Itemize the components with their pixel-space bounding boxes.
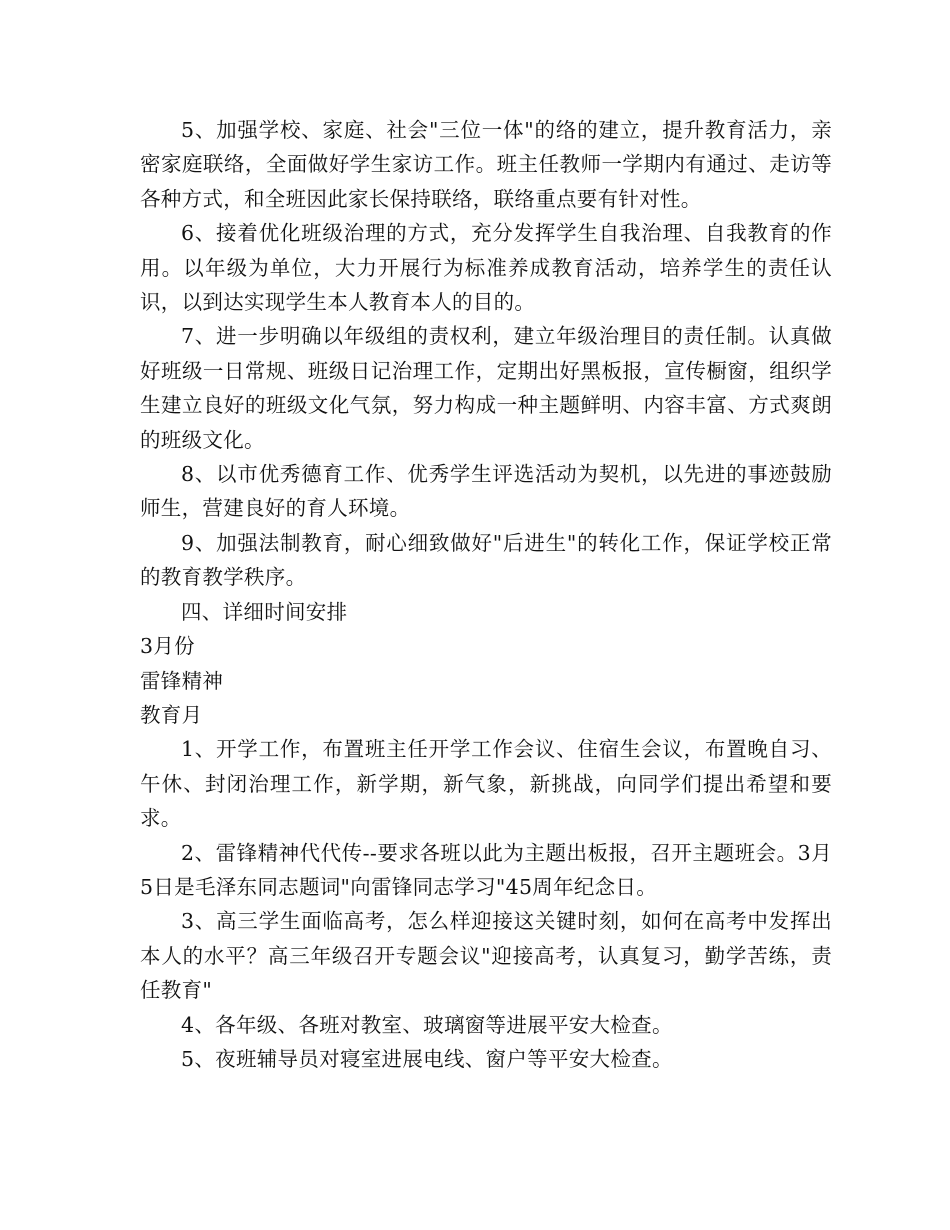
paragraph-item-6-class-management: 6、接着优化班级治理的方式，充分发挥学生自我治理、自我教育的作用。以年级为单位，大力开展行为标准养成教育活动，培养学生的责任认识，以到达实现学生本人教育本人的目的。 xyxy=(140,221,832,315)
section-heading-schedule: 四、详细时间安排 xyxy=(181,599,348,624)
paragraph-item-7-responsibility: 7、进一步明确以年级组的责权利，建立年级治理目的责任制。认真做好班级一日常规、班级日记治理工作，定期出好黑板报，宣传橱窗，组织学生建立良好的班级文化气氛，努力构成一种主题鲜明、内容丰富、方式爽朗的班级文化。 xyxy=(140,324,832,452)
schedule-item-4: 4、各年级、各班对教室、玻璃窗等进展平安大检查。 xyxy=(181,1012,673,1037)
schedule-item-3: 3、高三学生面临高考，怎么样迎接这关键时刻，如何在高考中发挥出本人的水平？高三年级召开专题会议"迎接高考，认真复习，勤学苦练，责任教育" xyxy=(140,909,832,1003)
document-body xyxy=(140,113,832,1076)
month-label: 3月份 xyxy=(140,634,195,659)
month-theme-line-1: 雷锋精神 xyxy=(140,668,224,693)
paragraph-item-8-evaluation: 8、以市优秀德育工作、优秀学生评选活动为契机，以先进的事迹鼓励师生，营建良好的育人环境。 xyxy=(140,462,832,521)
paragraph-item-5-home-school: 5、加强学校、家庭、社会"三位一体"的络的建立，提升教育活力，亲密家庭联络，全面做好学生家访工作。班主任教师一学期内有通过、走访等各种方式，和全班因此家长保持联络，联络重点要有针对性。 xyxy=(140,118,832,211)
month-theme-line-2: 教育月 xyxy=(140,702,203,727)
paragraph-item-9-legal-education: 9、加强法制教育，耐心细致做好"后进生"的转化工作，保证学校正常的教育教学秩序。 xyxy=(140,530,832,590)
schedule-item-2: 2、雷锋精神代代传--要求各班以此为主题出板报，召开主题班会。3月5日是毛泽东同志题词"向雷锋同志学习"45周年纪念日。 xyxy=(140,840,832,899)
schedule-item-5: 5、夜班辅导员对寝室进展电线、窗户等平安大检查。 xyxy=(181,1046,673,1071)
schedule-item-1: 1、开学工作，布置班主任开学工作会议、住宿生会议，布置晚自习、午休、封闭治理工作，新学期，新气象，新挑战，向同学们提出希望和要求。 xyxy=(140,737,832,831)
